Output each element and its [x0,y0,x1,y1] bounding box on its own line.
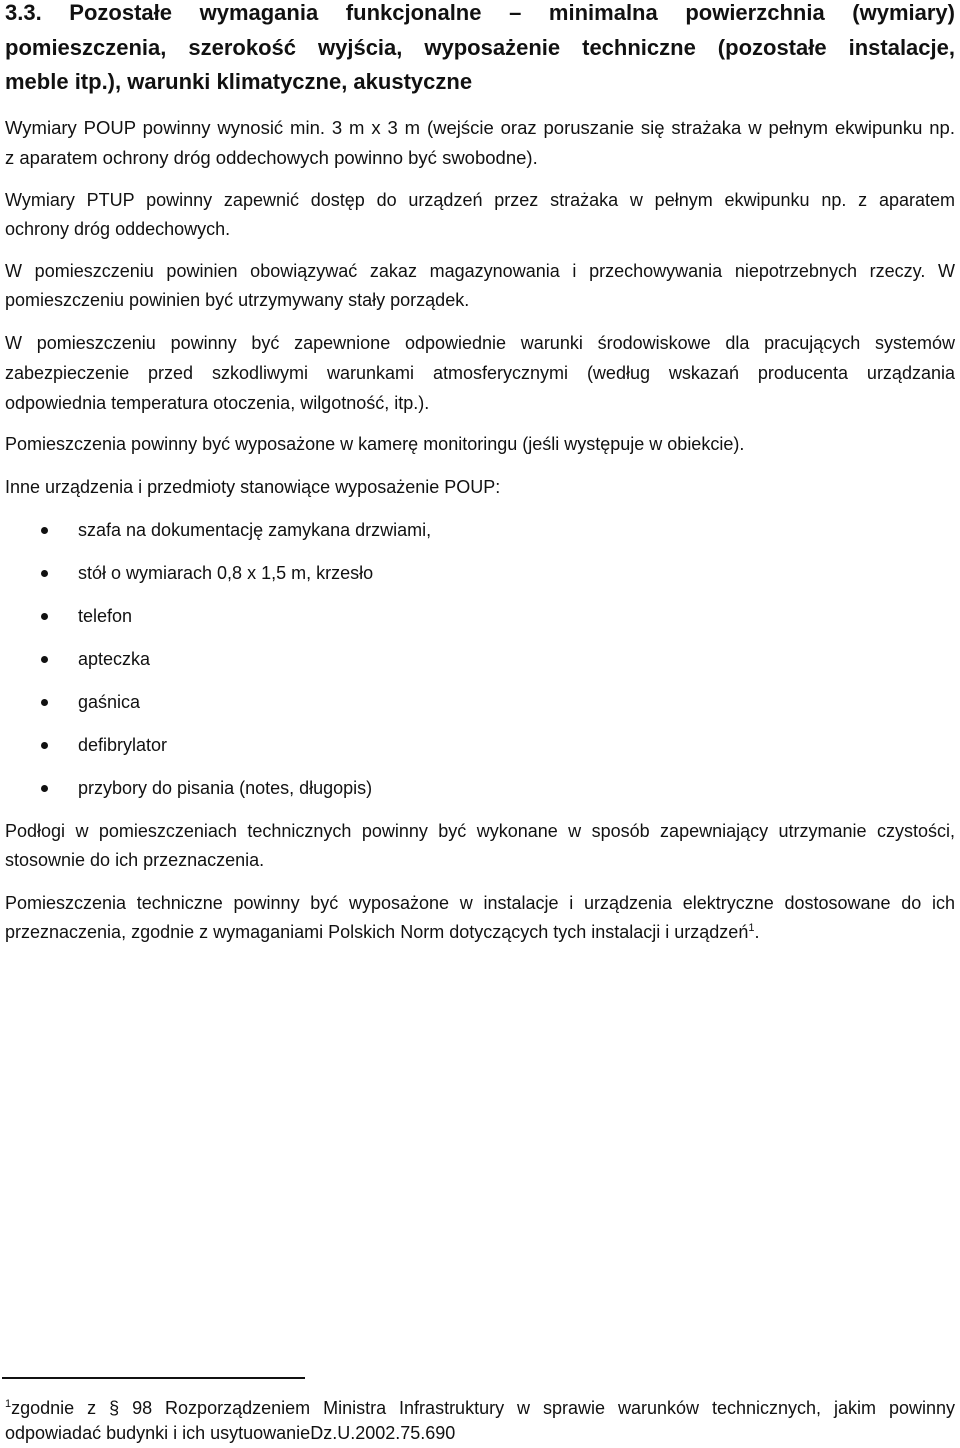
bullet-icon [41,656,48,663]
list-item-text: gaśnica [78,691,141,712]
list-item-text: apteczka [78,648,151,669]
bullet-icon [41,742,48,749]
list-item [5,767,955,810]
paragraph-line: W pomieszczeniu powinny być zapewnione odpowiednie warunki środowiskowe dla pracujących systemów [5,333,955,353]
paragraph-equipment-intro [5,472,955,502]
list-item [5,681,955,724]
bullet-icon [41,613,48,620]
paragraph-line [5,918,955,947]
list-item-text: defibrylator [78,734,168,755]
paragraph-line: Wymiary POUP powinny wynosić min. 3 m x 3 m (wejście oraz poruszanie się strażaka w pełnym ekwipunku np. [5,117,955,138]
list-item [5,638,955,681]
section-heading [5,0,955,100]
footnote-line: odpowiadać budynki i ich usytuowanieDz.U.2002.75.690 [5,1422,456,1443]
list-item-text: szafa na dokumentację zamykana drzwiami, [78,519,432,540]
heading-line: 3.3. Pozostałe wymagania funkcjonalne – minimalna powierzchnia (wymiary) [5,0,955,25]
paragraph-line: Pomieszczenia powinny być wyposażone w kamerę monitoringu (jeśli występuje w obiekcie). [5,434,745,454]
paragraph-line: Pomieszczenia techniczne powinny być wyposażone w instalacje i urządzenia elektryczne dostosowane do ich [5,892,955,913]
footnote [5,1396,955,1446]
heading-line: meble itp.), warunki klimatyczne, akustyczne [5,69,473,94]
list-item-text: stół o wymiarach 0,8 x 1,5 m, krzesło [78,562,374,583]
list-item [5,552,955,595]
paragraph-line: odpowiednia temperatura otoczenia, wilgotność, itp.). [5,393,430,413]
list-item-text: przybory do pisania (notes, długopis) [78,777,373,798]
equipment-list [5,509,955,810]
bullet-icon [41,527,48,534]
bullet-icon [41,699,48,706]
list-item [5,724,955,767]
paragraph-line: Wymiary PTUP powinny zapewnić dostęp do urządzeń przez strażaka w pełnym ekwipunku np. z aparatem [5,189,955,210]
paragraph-poup-dimensions [5,113,955,173]
paragraph-camera [5,429,955,459]
footnote-marker: 1 [5,1397,12,1410]
paragraph-line: Podłogi w pomieszczeniach technicznych powinny być wykonane w sposób zapewniający utrzymanie czystości, [5,820,955,841]
paragraph-line: zabezpieczenie przed szkodliwymi warunkami atmosferycznymi (według wskazań producenta urządzania [5,363,955,383]
paragraph-line: W pomieszczeniu powinien obowiązywać zakaz magazynowania i przechowywania niepotrzebnych rzeczy. W [5,260,955,281]
paragraph-electrical [5,889,955,947]
paragraph-line: ochrony dróg oddechowych. [5,218,231,239]
paragraph-ptup-dimensions [5,186,955,244]
list-item [5,509,955,552]
paragraph-floors [5,817,955,875]
paragraph-line: pomieszczeniu powinien być utrzymywany stały porządek. [5,289,470,310]
paragraph-line: z aparatem ochrony dróg oddechowych powinno być swobodne). [5,147,538,168]
paragraph-environment [5,328,955,418]
footnote-separator [2,1377,305,1379]
paragraph-line: Inne urządzenia i przedmioty stanowiące wyposażenie POUP: [5,477,501,497]
paragraph-line-text: przeznaczenia, zgodnie z wymaganiami Polskich Norm dotyczących tych instalacji i urządzeń [5,921,749,942]
paragraph-line: stosownie do ich przeznaczenia. [5,849,265,870]
heading-line: pomieszczenia, szerokość wyjścia, wyposażenie techniczne (pozostałe instalacje, [5,34,955,60]
footnote-reference: 1 [748,921,755,934]
bullet-icon [41,785,48,792]
bullet-icon [41,570,48,577]
footnote-line [5,1396,955,1421]
paragraph-storage-ban [5,257,955,315]
paragraph-line-end: . [754,921,760,942]
footnote-text: zgodnie z § 98 Rozporządzeniem Ministra Infrastruktury w sprawie warunków technicznych, jakim powinny [11,1397,955,1418]
list-item-text: telefon [78,605,133,626]
list-item [5,595,955,638]
